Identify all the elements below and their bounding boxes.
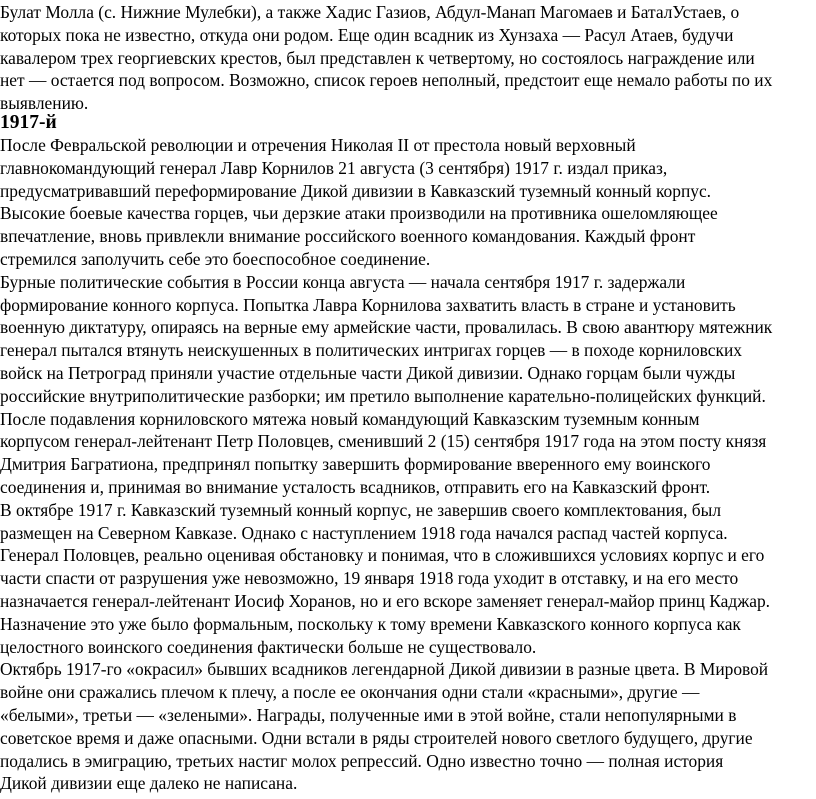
- text-line: целостного воинского соединения фактически больше не существовало.: [0, 636, 537, 657]
- text-line: которых пока не известно, откуда они родом. Еще один всадник из Хунзаха — Расул Атаев, будучи: [0, 24, 734, 45]
- text-line: назначается генерал-лейтенант Иосиф Хоранов, но и его вскоре заменяет генерал-майор принц Каджар.: [0, 590, 771, 611]
- text-line: генерал пытался втянуть неискушенных в политических интригах горцев — в походе корниловских: [0, 340, 742, 361]
- text-line: формирование конного корпуса. Попытка Лавра Корнилова захватить власть в стране и установить: [0, 294, 736, 315]
- text-line: российские внутриполитические разборки; им претило выполнение карательно-полицейских функций.: [0, 385, 766, 406]
- text-line: войск на Петроград приняли участие отдельные части Дикой дивизии. Однако горцам были чужды: [0, 362, 736, 383]
- intro-paragraph: [0, 1, 816, 115]
- text-line: подались в эмиграцию, третьих настиг молох репрессий. Одно известно точно — полная история: [0, 750, 724, 771]
- text-line: Дикой дивизии еще далеко не написана.: [0, 773, 298, 794]
- body-text: [0, 134, 816, 795]
- text-line: соединения и, принимая во внимание усталость всадников, отправить его на Кавказский фронт.: [0, 476, 711, 497]
- text-line: Дмитрия Багратиона, предпринял попытку завершить формирование вверенного ему воинского: [0, 454, 711, 475]
- text-line: В октябре 1917 г. Кавказский туземный конный корпус, не завершив своего комплектования, был: [0, 499, 721, 520]
- section-heading: 1917-й: [0, 112, 57, 133]
- text-line: кавалером трех георгиевских крестов, был представлен к четвертому, но состоялось награждение или: [0, 47, 755, 68]
- text-line: Октябрь 1917-го «окрасил» бывших всадников легендарной Дикой дивизии в разные цвета. В Мировой: [0, 659, 769, 680]
- text-line: советское время и даже опасными. Одни встали в ряды строителей нового светлого будущего, другие: [0, 727, 753, 748]
- text-line: После подавления корниловского мятежа новый командующий Кавказским туземным конным: [0, 408, 700, 429]
- text-line: предусматривавший переформирование Дикой дивизии в Кавказский туземный конный корпус.: [0, 180, 712, 201]
- text-line: Бурные политические события в России конца августа — начала сентября 1917 г. задержали: [0, 271, 686, 292]
- text-line: размещен на Северном Кавказе. Однако с наступлением 1918 года начался распад частей корпуса.: [0, 522, 728, 543]
- text-line: После Февральской революции и отречения Николая II от престола новый верховный: [0, 135, 636, 155]
- text-line: части спасти от разрушения уже невозможно, 19 января 1918 года уходит в отставку, и на его место: [0, 568, 739, 589]
- text-line: корпусом генерал-лейтенант Петр Половцев, сменивший 2 (15) сентября 1917 года на этом посту князя: [0, 431, 767, 452]
- text-line: главнокомандующий генерал Лавр Корнилов 21 августа (3 сентября) 1917 г. издал приказ,: [0, 157, 668, 178]
- text-line: выявлению.: [0, 93, 89, 114]
- text-line: впечатление, вновь привлекли внимание российского военного командования. Каждый фронт: [0, 226, 696, 247]
- text-line: «белыми», третьи — «зелеными». Награды, полученные ими в этой войне, стали непопулярными в: [0, 704, 737, 725]
- text-line: Булат Молла (с. Нижние Мулебки), а также Хадис Газиов, Абдул-Манап Магомаев и БаталУстаев, о: [0, 2, 740, 22]
- text-line: Высокие боевые качества горцев, чьи дерзкие атаки производили на противника ошеломляющее: [0, 203, 718, 224]
- text-line: стремился заполучить себе это боеспособное соединение.: [0, 248, 431, 269]
- text-line: нет — остается под вопросом. Возможно, список героев неполный, предстоит еще немало работы по их: [0, 70, 773, 91]
- text-line: Назначение это уже было формальным, поскольку к тому времени Кавказского конного корпуса как: [0, 613, 741, 634]
- text-line: военную диктатуру, опираясь на верные ему армейские части, провалилась. В свою авантюру мятежник: [0, 317, 773, 338]
- text-line: войне они сражались плечом к плечу, а после ее окончания одни стали «красными», другие —: [0, 682, 700, 703]
- text-line: Генерал Половцев, реально оценивая обстановку и понимая, что в сложившихся условиях корпус и его: [0, 545, 765, 566]
